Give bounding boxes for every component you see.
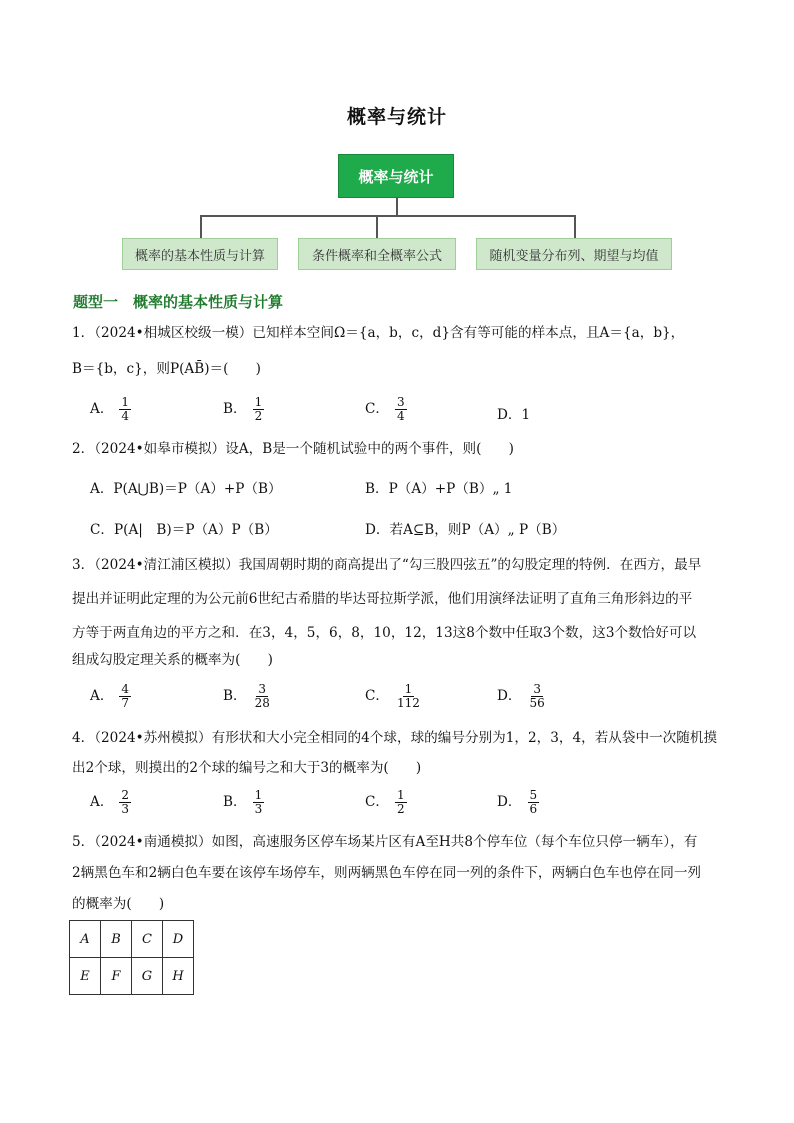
connector-line: [376, 215, 378, 238]
q3-option-c[interactable]: C． $\frac{1}{112}$: [365, 682, 420, 710]
parking-row: [70, 958, 194, 995]
q2-option-b[interactable]: B．P（A）+P（B）„ 1: [365, 481, 513, 497]
parking-spot-g: G: [132, 958, 163, 995]
q2-option-d[interactable]: D．若A⊆B，则P（A）„ P（B）: [365, 522, 566, 538]
parking-spot-h: H: [163, 958, 194, 995]
mindmap-branch-basic-probability: 概率的基本性质与计算: [122, 238, 278, 270]
parking-row: [70, 921, 194, 958]
q3-stem-line1: 3．（2024•清江浦区模拟）我国周朝时期的商高提出了“勾三股四弦五”的勾股定理的特例．在西方，最早: [72, 557, 702, 573]
q4-option-d[interactable]: D． $\frac{5}{6}$: [497, 788, 538, 816]
section-heading: 题型一 概率的基本性质与计算: [73, 293, 284, 311]
q3-option-d[interactable]: D． $\frac{3}{56}$: [497, 682, 545, 710]
q2-stem: 2．（2024•如皋市模拟）设A，B是一个随机试验中的两个事件，则( ): [72, 441, 514, 457]
q3-option-b[interactable]: B． $\frac{3}{28}$: [223, 682, 270, 710]
q4-stem-line1: 4．（2024•苏州模拟）有形状和大小完全相同的4个球，球的编号分别为1，2，3，4，若从袋中一次随机摸: [72, 730, 718, 746]
mindmap-branch-random-variables: 随机变量分布列、期望与均值: [476, 238, 672, 270]
q4-option-a[interactable]: A． $\frac{2}{3}$: [90, 788, 130, 816]
mindmap-root: 概率与统计: [338, 154, 454, 198]
q5-stem-line1: 5．（2024•南通模拟）如图，高速服务区停车场某片区有A至H共8个停车位（每个车位只停一辆车），有: [72, 834, 698, 850]
parking-spot-c: C: [132, 921, 163, 958]
q4-stem-line2: 出2个球，则摸出的2个球的编号之和大于3的概率为( ): [72, 760, 422, 776]
q1-option-d[interactable]: D．1: [497, 407, 531, 423]
q1-option-c[interactable]: C． $\frac{3}{4}$: [365, 395, 405, 423]
mindmap-branch-conditional-probability: 条件概率和全概率公式: [298, 238, 456, 270]
q2-option-a[interactable]: A．P(A⋃B)＝P（A）+P（B）: [90, 481, 282, 497]
page-title: 概率与统计: [346, 106, 447, 128]
q3-stem-line4: 组成勾股定理关系的概率为( ): [72, 652, 273, 668]
q3-stem-line2: 提出并证明此定理的为公元前6世纪古希腊的毕达哥拉斯学派，他们用演绎法证明了直角三角形斜边的平: [72, 591, 693, 607]
connector-line: [200, 215, 576, 217]
q1-stem-line2: B＝{b，c}，则P(AB̄)＝( ): [72, 361, 261, 377]
parking-spot-b: B: [101, 921, 132, 958]
q5-stem-line2: 2辆黑色车和2辆白色车要在该停车场停车，则两辆黑色车停在同一列的条件下，两辆白色车也停在同一列: [72, 865, 702, 881]
q3-stem-line3: 方等于两直角边的平方之和．在3，4，5，6，8，10，12，13这8个数中任取3个数，这3个数恰好可以: [72, 625, 697, 641]
connector-line: [396, 198, 398, 216]
q4-option-b[interactable]: B． $\frac{1}{3}$: [223, 788, 263, 816]
parking-spot-e: E: [70, 958, 101, 995]
q1-option-b[interactable]: B． $\frac{1}{2}$: [223, 395, 263, 423]
q2-option-c[interactable]: C．P(A| B)＝P（A）P（B）: [90, 522, 278, 538]
parking-grid: [69, 920, 194, 995]
parking-spot-d: D: [163, 921, 194, 958]
q1-option-a[interactable]: A． $\frac{1}{4}$: [90, 395, 130, 423]
connector-line: [200, 215, 202, 238]
q4-option-c[interactable]: C． $\frac{1}{2}$: [365, 788, 405, 816]
parking-spot-f: F: [101, 958, 132, 995]
q5-stem-line3: 的概率为( ): [72, 896, 165, 912]
connector-line: [574, 215, 576, 238]
q1-stem-line1: 1．（2024•相城区校级一模）已知样本空间Ω＝{a，b，c，d}含有等可能的样本点，且A＝{a，b}，: [72, 325, 685, 341]
q3-option-a[interactable]: A． $\frac{4}{7}$: [90, 682, 130, 710]
parking-spot-a: A: [70, 921, 101, 958]
